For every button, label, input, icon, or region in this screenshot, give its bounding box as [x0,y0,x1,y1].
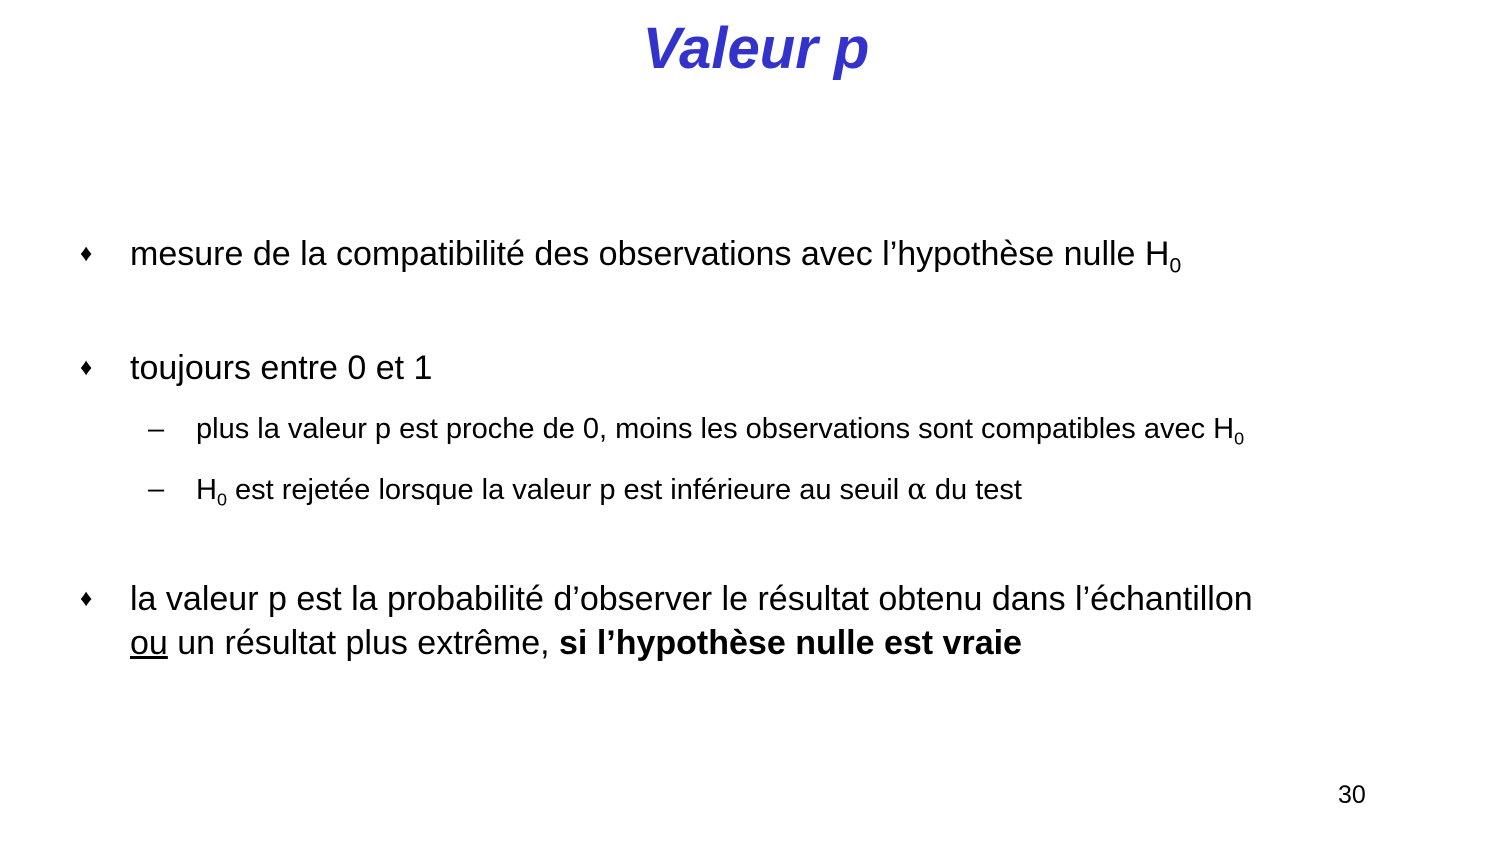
alpha-symbol: α [907,472,927,506]
sub-bullet-text: plus la valeur p est proche de 0, moins les observations sont compatibles avec $H_0$ [196,413,1245,449]
bullet-text: mesure de la compatibilité des observations avec l’hypothèse nulle $H_0$ [130,235,1182,278]
bold-phrase: si l’hypothèse nulle est vraie [559,624,1022,662]
underlined-word: ou [130,624,168,662]
dash-bullet-icon: – [148,473,165,505]
page-number: 30 [1338,781,1366,809]
bullet-text-line-2: ou un résultat plus extrême, si l’hypothèse nulle est vraie [130,624,1022,662]
bullet-text: toujours entre 0 et 1 [130,349,433,387]
diamond-bullet-icon: ♦ [80,354,93,381]
bullet-text-line-1: la valeur p est la probabilité d’observer le résultat obtenu dans l’échantillon [130,580,1253,618]
diamond-bullet-icon: ♦ [80,240,93,267]
dash-bullet-icon: – [148,413,165,445]
slide-title: Valeur p [642,16,870,81]
diamond-bullet-icon: ♦ [80,585,93,612]
sub-bullet-text: $H_0$ est rejetée lorsque la valeur p est inférieure au seuil α du test [196,472,1022,510]
